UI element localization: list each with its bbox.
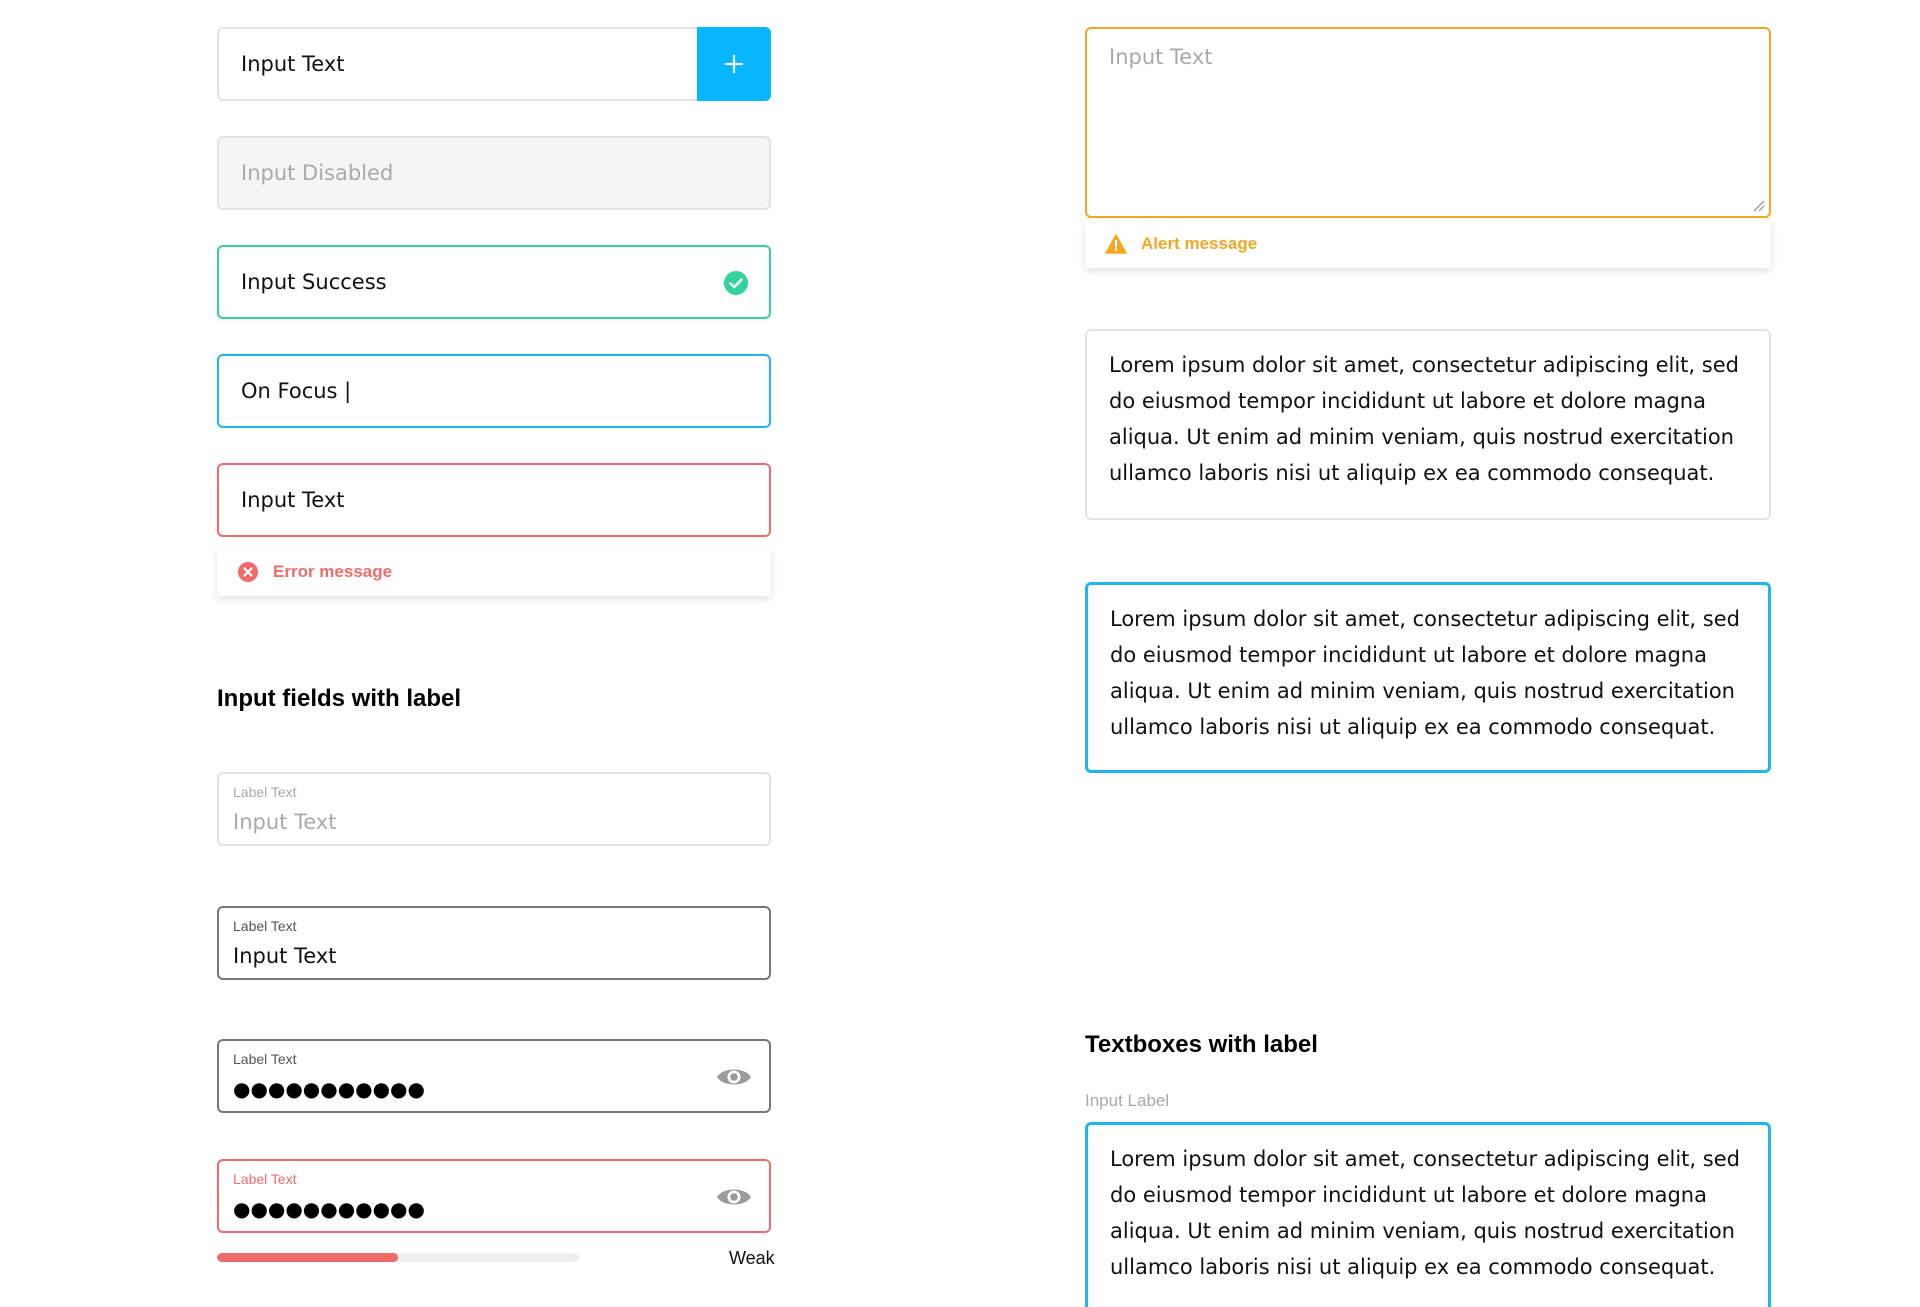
textarea-alert[interactable] bbox=[1085, 27, 1771, 218]
password-input[interactable] bbox=[217, 1039, 771, 1113]
input-label: Label Text bbox=[233, 784, 297, 800]
eye-icon[interactable] bbox=[715, 1183, 753, 1211]
password-strength-fill bbox=[217, 1253, 398, 1262]
textarea-text: Lorem ipsum dolor sit amet, consectetur adipiscing elit, sed do eiusmod tempor incididunt ut labore et dolore magna aliqua. Ut enim ad minim veniam, quis nostrud exercitation ullamco laboris nisi ut aliquip ex ea commodo consequat. bbox=[1110, 607, 1740, 739]
textarea-placeholder: Input Text bbox=[1109, 45, 1213, 69]
input-value: Input Text bbox=[233, 944, 337, 968]
alert-message bbox=[1085, 220, 1771, 268]
input-value: On Focus | bbox=[241, 379, 352, 403]
add-button[interactable] bbox=[697, 27, 771, 101]
input-value: Input Text bbox=[241, 488, 345, 512]
textarea-filled[interactable] bbox=[1085, 329, 1771, 520]
password-strength-bar bbox=[217, 1253, 579, 1262]
plus-icon bbox=[724, 54, 744, 74]
password-value: ●●●●●●●●●●● bbox=[233, 1077, 425, 1101]
password-value: ●●●●●●●●●●● bbox=[233, 1197, 425, 1221]
textarea-text: Lorem ipsum dolor sit amet, consectetur adipiscing elit, sed do eiusmod tempor incididunt ut labore et dolore magna aliqua. Ut enim ad minim veniam, quis nostrud exercitation ullamco laboris nisi ut aliquip ex ea commodo consequat. bbox=[1109, 353, 1739, 485]
input-focused[interactable] bbox=[217, 354, 771, 428]
labeled-input-empty[interactable] bbox=[217, 772, 771, 846]
textarea-label: Input Label bbox=[1085, 1091, 1170, 1110]
labeled-textarea[interactable] bbox=[1085, 1122, 1771, 1307]
input-error[interactable] bbox=[217, 463, 771, 537]
textarea-text: Lorem ipsum dolor sit amet, consectetur adipiscing elit, sed do eiusmod tempor incididunt ut labore et dolore magna aliqua. Ut enim ad minim veniam, quis nostrud exercitation ullamco laboris nisi ut aliquip ex ea commodo consequat. bbox=[1110, 1147, 1740, 1279]
password-input-error[interactable] bbox=[217, 1159, 771, 1233]
input-label: Label Text bbox=[233, 918, 297, 934]
input-with-add-button[interactable] bbox=[217, 27, 771, 101]
resize-handle-icon[interactable] bbox=[1751, 198, 1765, 212]
section-heading-inputs: Input fields with label bbox=[217, 685, 462, 712]
password-strength-label: Weak bbox=[729, 1248, 775, 1268]
eye-icon[interactable] bbox=[715, 1063, 753, 1091]
error-message bbox=[217, 548, 771, 596]
input-value: Input Success bbox=[241, 270, 387, 294]
error-message-text: Error message bbox=[273, 562, 393, 581]
warning-icon bbox=[1105, 234, 1127, 254]
labeled-input-filled[interactable] bbox=[217, 906, 771, 980]
input-disabled bbox=[217, 136, 771, 210]
check-circle-icon bbox=[723, 270, 749, 296]
x-circle-icon bbox=[237, 561, 259, 583]
input-label: Label Text bbox=[233, 1051, 297, 1067]
input-success[interactable] bbox=[217, 245, 771, 319]
section-heading-textboxes: Textboxes with label bbox=[1085, 1031, 1318, 1058]
textarea-focused[interactable] bbox=[1085, 582, 1771, 773]
input-label: Label Text bbox=[233, 1171, 297, 1187]
alert-message-text: Alert message bbox=[1141, 234, 1258, 253]
input-placeholder: Input Text bbox=[233, 810, 337, 834]
input-value: Input Disabled bbox=[241, 161, 394, 185]
input-value: Input Text bbox=[241, 52, 345, 76]
